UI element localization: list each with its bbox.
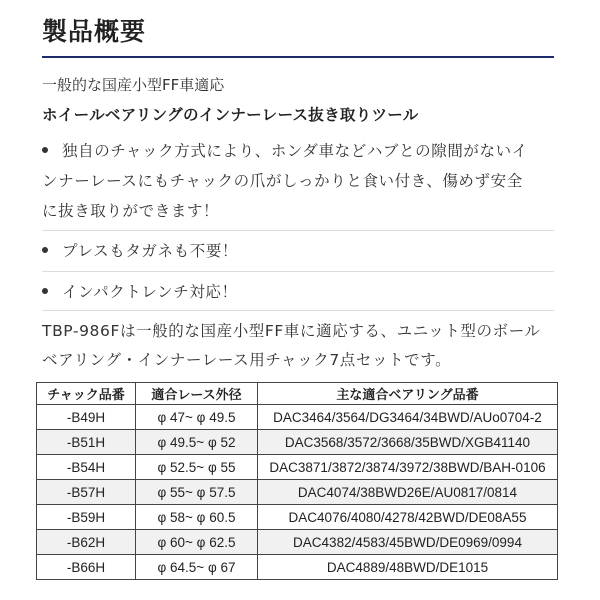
feature-bullet-line: に抜き取りができます！ xyxy=(42,202,220,220)
bearing-part-no-cell: DAC3464/3564/DG3464/34BWD/AUo0704-2 xyxy=(258,405,558,430)
feature-bullet xyxy=(42,136,556,226)
chuck-part-no-cell: -B57H xyxy=(37,480,136,505)
title-divider xyxy=(42,56,554,58)
chuck-part-no-cell: -B59H xyxy=(37,505,136,530)
applicability-line: 一般的な国産小型FF車適応 xyxy=(42,76,225,94)
section-title: 製品概要 xyxy=(42,17,147,46)
bearing-part-no-cell: DAC4382/4583/45BWD/DE0969/0994 xyxy=(258,530,558,555)
feature-bullet xyxy=(42,236,556,266)
divider xyxy=(42,310,554,311)
table-row xyxy=(37,455,558,480)
bearing-part-no-cell: DAC4076/4080/4278/42BWD/DE08A55 xyxy=(258,505,558,530)
bearing-part-no-cell: DAC4074/38BWD26E/AU0817/0814 xyxy=(258,480,558,505)
race-diameter-cell: φ 49.5~ φ 52 xyxy=(136,430,258,455)
table-row xyxy=(37,530,558,555)
table-header-row xyxy=(37,383,558,405)
chuck-part-no-cell: -B49H xyxy=(37,405,136,430)
divider xyxy=(42,230,554,231)
chuck-spec-table xyxy=(36,382,558,580)
bearing-part-no-cell: DAC3568/3572/3668/35BWD/XGB41140 xyxy=(258,430,558,455)
race-diameter-cell: φ 64.5~ φ 67 xyxy=(136,555,258,580)
chuck-part-no-cell: -B54H xyxy=(37,455,136,480)
race-diameter-cell: φ 47~ φ 49.5 xyxy=(136,405,258,430)
header-bearing-part-no: 主な適合ベアリング品番 xyxy=(258,383,558,405)
chuck-part-no-cell: -B66H xyxy=(37,555,136,580)
feature-bullet-line xyxy=(42,277,556,307)
race-diameter-cell: φ 52.5~ φ 55 xyxy=(136,455,258,480)
header-race-outer-diameter: 適合レース外径 xyxy=(136,383,258,405)
bullet-dot-icon xyxy=(42,147,48,153)
divider xyxy=(42,271,554,272)
feature-bullet-line xyxy=(42,236,556,266)
product-description xyxy=(42,317,556,375)
chuck-part-no-cell: -B51H xyxy=(37,430,136,455)
description-line: TBP-986Fは一般的な国産小型FF車に適応する、ユニット型のボール xyxy=(42,322,541,340)
header-chuck-part-no: チャック品番 xyxy=(37,383,136,405)
product-name: ホイールベアリングのインナーレース抜き取りツール xyxy=(42,106,419,124)
description-line: ベアリング・インナーレース用チャック7点セットです。 xyxy=(42,351,452,369)
feature-bullet-text: プレスもタガネも不要！ xyxy=(62,242,239,260)
bullet-dot-icon xyxy=(42,247,48,253)
bullet-dot-icon xyxy=(42,288,48,294)
race-diameter-cell: φ 60~ φ 62.5 xyxy=(136,530,258,555)
race-diameter-cell: φ 58~ φ 60.5 xyxy=(136,505,258,530)
table-row xyxy=(37,505,558,530)
table-row xyxy=(37,430,558,455)
feature-bullet-text: 独自のチャック方式により、ホンダ車などハブとの隙間がないイ xyxy=(62,142,528,160)
feature-bullet-text: インパクトレンチ対応！ xyxy=(62,283,238,301)
table-row xyxy=(37,480,558,505)
feature-bullet-line: ンナーレースにもチャックの爪がしっかりと食い付き、傷めず安全 xyxy=(42,172,523,190)
bearing-part-no-cell: DAC4889/48BWD/DE1015 xyxy=(258,555,558,580)
table-row xyxy=(37,405,558,430)
feature-bullet xyxy=(42,277,556,307)
table-row xyxy=(37,555,558,580)
race-diameter-cell: φ 55~ φ 57.5 xyxy=(136,480,258,505)
chuck-part-no-cell: -B62H xyxy=(37,530,136,555)
feature-bullet-line xyxy=(42,136,556,166)
bearing-part-no-cell: DAC3871/3872/3874/3972/38BWD/BAH-0106 xyxy=(258,455,558,480)
